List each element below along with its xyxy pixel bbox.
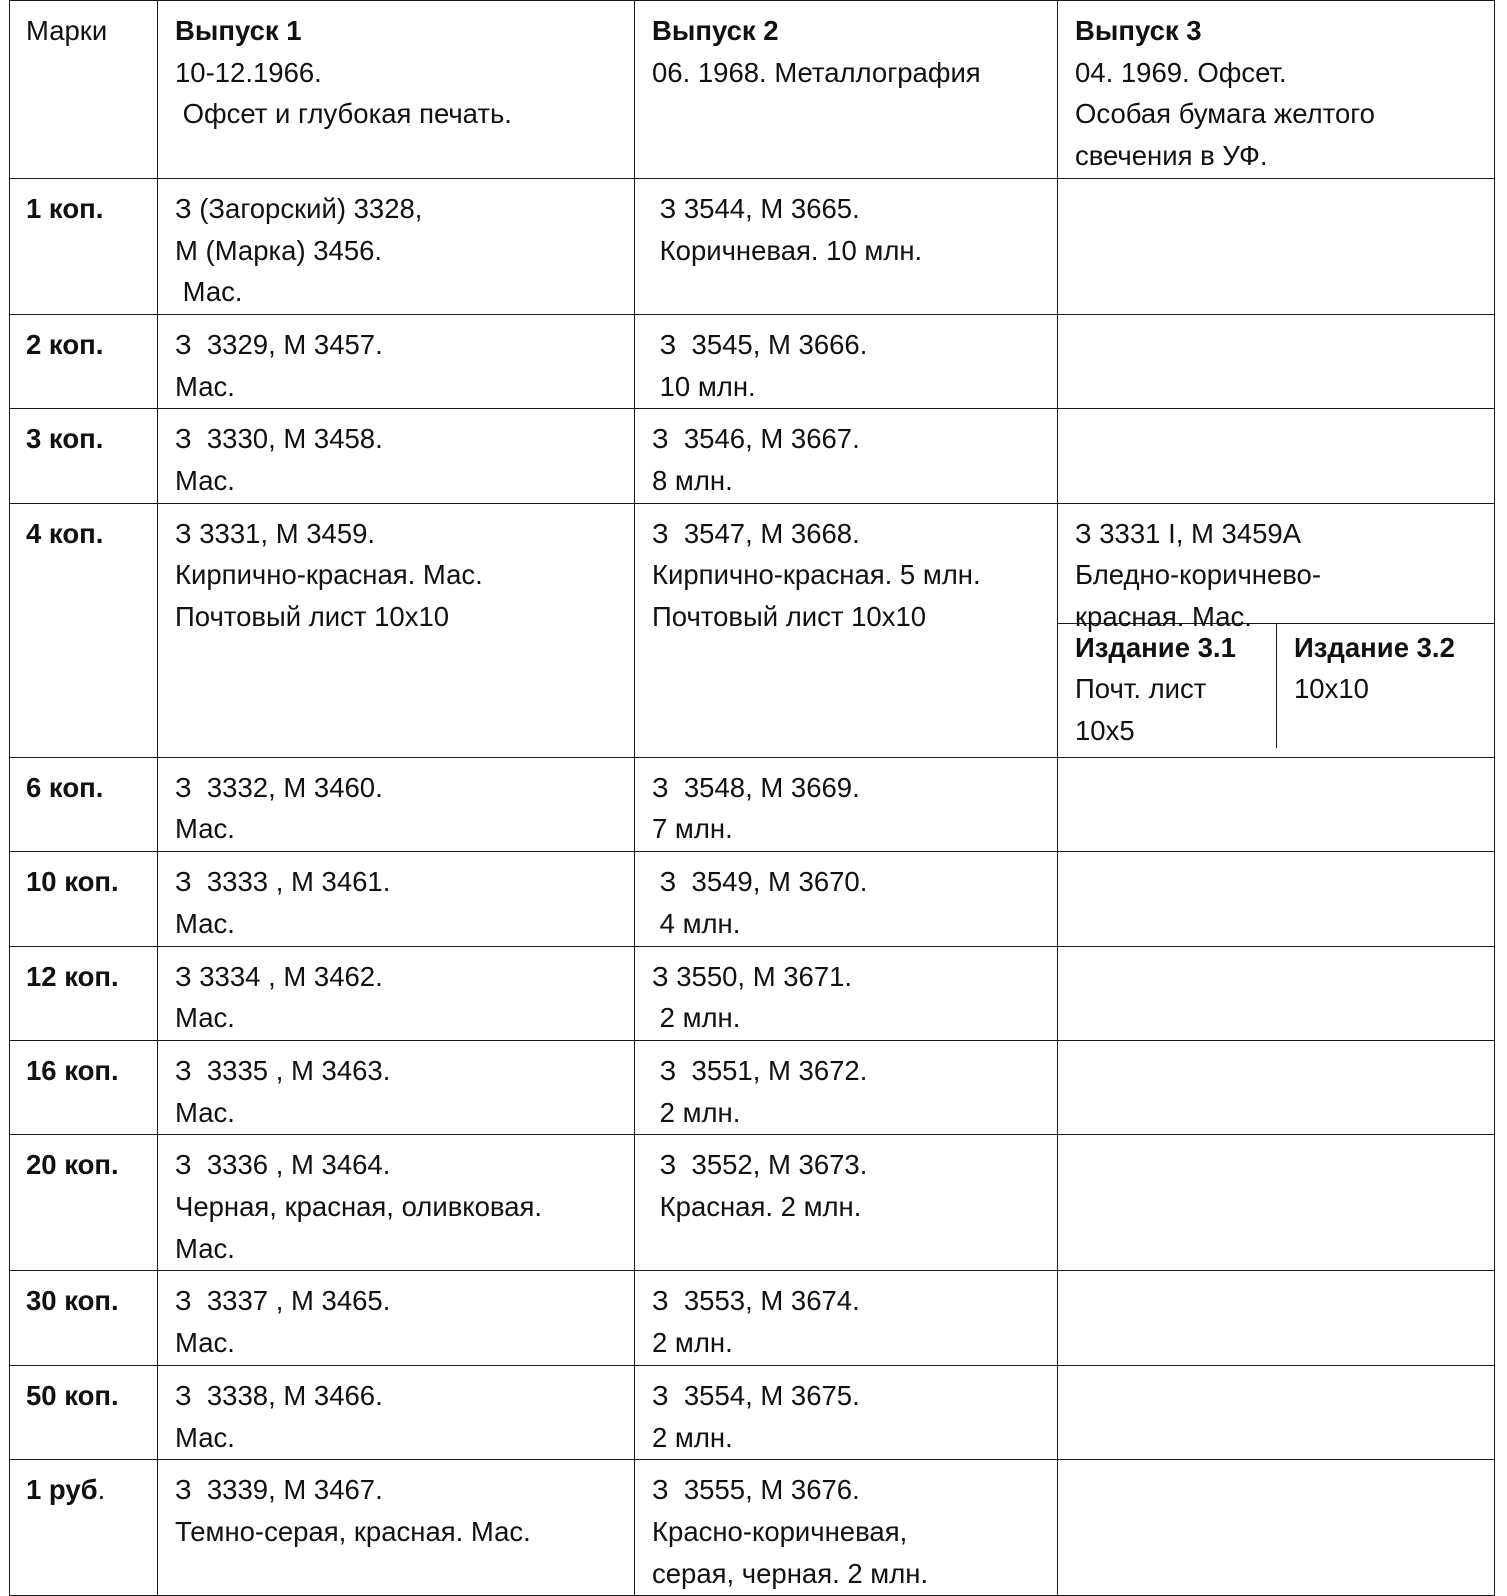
issue-3-cell [1058, 314, 1495, 408]
cell-text-line: З 3548, М 3669. [652, 771, 860, 803]
cell-text-line: З (Загорский) 3328, [175, 192, 423, 224]
cell-text-line: З 3554, М 3675. [652, 1379, 860, 1411]
header-stamps [10, 1, 158, 179]
issue-2-cell [635, 1460, 1058, 1596]
cell-text-line: Почт. лист [1075, 673, 1207, 705]
cell-text-line: З 3544, М 3665. [652, 192, 860, 224]
issue-1-cell [158, 409, 635, 503]
cell-text-line: Мас. [175, 1002, 235, 1034]
issue-2-cell [635, 1271, 1058, 1365]
issue-3-cell [1058, 178, 1495, 314]
issue-2-cell [635, 503, 1058, 757]
cell-text-line: З 3549, М 3670. [652, 866, 868, 898]
stamp-denomination [10, 1365, 158, 1459]
issue-2-cell [635, 946, 1058, 1040]
issue-1-cell [158, 1460, 635, 1596]
header-issue-2 [635, 1, 1058, 179]
denomination-label: 3 коп. [26, 423, 104, 455]
cell-text-line: Мас. [175, 370, 235, 402]
table-row [10, 946, 1495, 1040]
denomination-label: 16 коп. [26, 1054, 119, 1086]
issue-1-cell [158, 852, 635, 946]
issue-1-cell [158, 314, 635, 408]
cell-text-line: З 3331, М 3459. [175, 517, 376, 549]
cell-text-line: З 3333 , М 3461. [175, 866, 391, 898]
cell-text-line: Особая бумага желтого [1075, 98, 1375, 130]
cell-text-line: 2 млн. [652, 1096, 741, 1128]
table-row [10, 503, 1495, 757]
table-row [10, 1040, 1495, 1134]
cell-text-line: 8 млн. [652, 465, 733, 497]
cell-text-line: Красно-коричневая, [652, 1515, 908, 1547]
denomination-label: 6 коп. [26, 771, 104, 803]
denomination-label: 10 коп. [26, 866, 119, 898]
edition-1 [1058, 624, 1277, 748]
cell-text-line: Коричневая. 10 млн. [652, 234, 923, 266]
issue-3-details [1058, 504, 1494, 633]
issue-3-cell [1058, 1460, 1495, 1596]
issue-3-cell [1058, 852, 1495, 946]
cell-text-line: З 3545, М 3666. [652, 328, 868, 360]
issue-3-cell [1058, 1271, 1495, 1365]
table-row [10, 852, 1495, 946]
cell-text-line: 10х10 [1294, 673, 1369, 705]
denomination-label: 20 коп. [26, 1149, 119, 1181]
issue-2-cell [635, 1040, 1058, 1134]
table-row [10, 1460, 1495, 1596]
cell-text-line: З 3332, М 3460. [175, 771, 383, 803]
stamp-denomination [10, 1271, 158, 1365]
denomination-label: 4 коп. [26, 517, 104, 549]
cell-text-line: 10х5 [1075, 715, 1135, 747]
cell-text-line: З 3335 , М 3463. [175, 1054, 391, 1086]
denomination-label: 2 коп. [26, 328, 104, 360]
cell-text-line: З 3338, М 3466. [175, 1379, 383, 1411]
cell-text-line: Мас. [175, 1096, 235, 1128]
issue-1-cell [158, 757, 635, 851]
table-row [10, 1271, 1495, 1365]
cell-text-line: Мас. [175, 1327, 235, 1359]
cell-text-line: Мас. [175, 465, 235, 497]
cell-text-line: Бледно-коричнево- [1075, 559, 1322, 591]
cell-text-line: Мас. [175, 907, 235, 939]
cell-text-line: 2 млн. [652, 1421, 733, 1453]
stamp-denomination [10, 757, 158, 851]
cell-text-line: Офсет и глубокая печать. [175, 98, 512, 130]
cell-text-line: Мас. [175, 1232, 235, 1264]
denomination-label: 50 коп. [26, 1379, 119, 1411]
cell-text-line: Кирпично-красная. 5 млн. [652, 559, 981, 591]
denomination-suffix: . [97, 1474, 106, 1506]
denomination-label: 1 руб [26, 1474, 98, 1506]
issue-2-cell [635, 757, 1058, 851]
table-row [10, 757, 1495, 851]
stamp-denomination [10, 178, 158, 314]
cell-text-line: свечения в УФ. [1075, 140, 1268, 172]
stamp-issues-document [9, 0, 1494, 1589]
cell-text-line: З 3331 I, М 3459А [1075, 517, 1302, 549]
column-title: Выпуск 1 [175, 15, 302, 46]
stamp-denomination [10, 1460, 158, 1596]
issue-2-cell [635, 1135, 1058, 1271]
header-stamps-label: Марки [26, 15, 108, 46]
cell-text-line: 4 млн. [652, 907, 741, 939]
issue-3-cell [1058, 946, 1495, 1040]
issue-2-cell [635, 314, 1058, 408]
cell-text-line: З 3553, М 3674. [652, 1285, 860, 1317]
column-title: Выпуск 2 [652, 15, 779, 46]
table-row [10, 178, 1495, 314]
column-title: Издание 3.2 [1294, 631, 1455, 663]
cell-text-line: З 3330, М 3458. [175, 423, 383, 455]
issue-3-cell [1058, 1135, 1495, 1271]
cell-text-line: красная. Мас. [1075, 601, 1252, 633]
cell-text-line: 10-12.1966. [175, 56, 322, 88]
cell-text-line: серая, черная. 2 млн. [652, 1557, 929, 1589]
cell-text-line: Кирпично-красная. Мас. [175, 559, 483, 591]
cell-text-line: 06. 1968. Металлография [652, 56, 981, 88]
denomination-label: 1 коп. [26, 192, 104, 224]
issue-1-cell [158, 503, 635, 757]
issue-2-cell [635, 1365, 1058, 1459]
issue-1-cell [158, 1135, 635, 1271]
issue-2-cell [635, 409, 1058, 503]
cell-text-line: 10 млн. [652, 370, 756, 402]
table-row [10, 1365, 1495, 1459]
stamp-denomination [10, 409, 158, 503]
cell-text-line: З 3555, М 3676. [652, 1474, 860, 1506]
column-title: Издание 3.1 [1075, 631, 1236, 663]
issue-3-cell [1058, 409, 1495, 503]
cell-text-line: Мас. [175, 1421, 235, 1453]
table-row [10, 1135, 1495, 1271]
cell-text-line: М (Марка) 3456. [175, 234, 383, 266]
header-issue-3 [1058, 1, 1495, 179]
header-row [10, 1, 1495, 179]
issue-1-cell [158, 1271, 635, 1365]
stamp-denomination [10, 503, 158, 757]
edition-2 [1277, 624, 1494, 748]
cell-text-line: З 3546, М 3667. [652, 423, 860, 455]
issue-3-cell [1058, 1040, 1495, 1134]
denomination-label: 30 коп. [26, 1285, 119, 1317]
header-issue-1 [158, 1, 635, 179]
stamp-issues-table [9, 0, 1495, 1596]
issue-3-editions [1058, 624, 1494, 748]
issue-3-cell [1058, 503, 1495, 757]
table-row [10, 409, 1495, 503]
cell-text-line: З 3552, М 3673. [652, 1149, 868, 1181]
cell-text-line: З 3339, М 3467. [175, 1474, 383, 1506]
cell-text-line: Черная, красная, оливковая. [175, 1191, 543, 1223]
issue-1-cell [158, 946, 635, 1040]
denomination-label: 12 коп. [26, 960, 119, 992]
cell-text-line: Красная. 2 млн. [652, 1191, 862, 1223]
stamp-denomination [10, 314, 158, 408]
cell-text-line: 2 млн. [652, 1002, 741, 1034]
cell-text-line: З 3334 , М 3462. [175, 960, 383, 992]
cell-text-line: З 3337 , М 3465. [175, 1285, 391, 1317]
stamp-denomination [10, 852, 158, 946]
cell-text-line: Мас. [175, 813, 235, 845]
cell-text-line: З 3336 , М 3464. [175, 1149, 391, 1181]
issue-2-cell [635, 852, 1058, 946]
stamp-denomination [10, 1040, 158, 1134]
cell-text-line: З 3550, М 3671. [652, 960, 853, 992]
stamp-denomination [10, 1135, 158, 1271]
stamp-denomination [10, 946, 158, 1040]
column-title: Выпуск 3 [1075, 15, 1202, 46]
cell-text-line: 04. 1969. Офсет. [1075, 56, 1287, 88]
table-row [10, 314, 1495, 408]
issue-3-cell [1058, 757, 1495, 851]
cell-text-line: З 3547, М 3668. [652, 517, 860, 549]
cell-text-line: 7 млн. [652, 813, 733, 845]
issue-2-cell [635, 178, 1058, 314]
cell-text-line: З 3329, М 3457. [175, 328, 383, 360]
cell-text-line: Мас. [175, 276, 243, 308]
issue-1-cell [158, 178, 635, 314]
cell-text-line: З 3551, М 3672. [652, 1054, 868, 1086]
cell-text-line: 2 млн. [652, 1327, 733, 1359]
cell-text-line: Почтовый лист 10х10 [175, 601, 450, 633]
cell-text-line: Почтовый лист 10х10 [652, 601, 927, 633]
cell-text-line: Темно-серая, красная. Мас. [175, 1515, 531, 1547]
issue-1-cell [158, 1365, 635, 1459]
issue-1-cell [158, 1040, 635, 1134]
issue-3-cell [1058, 1365, 1495, 1459]
